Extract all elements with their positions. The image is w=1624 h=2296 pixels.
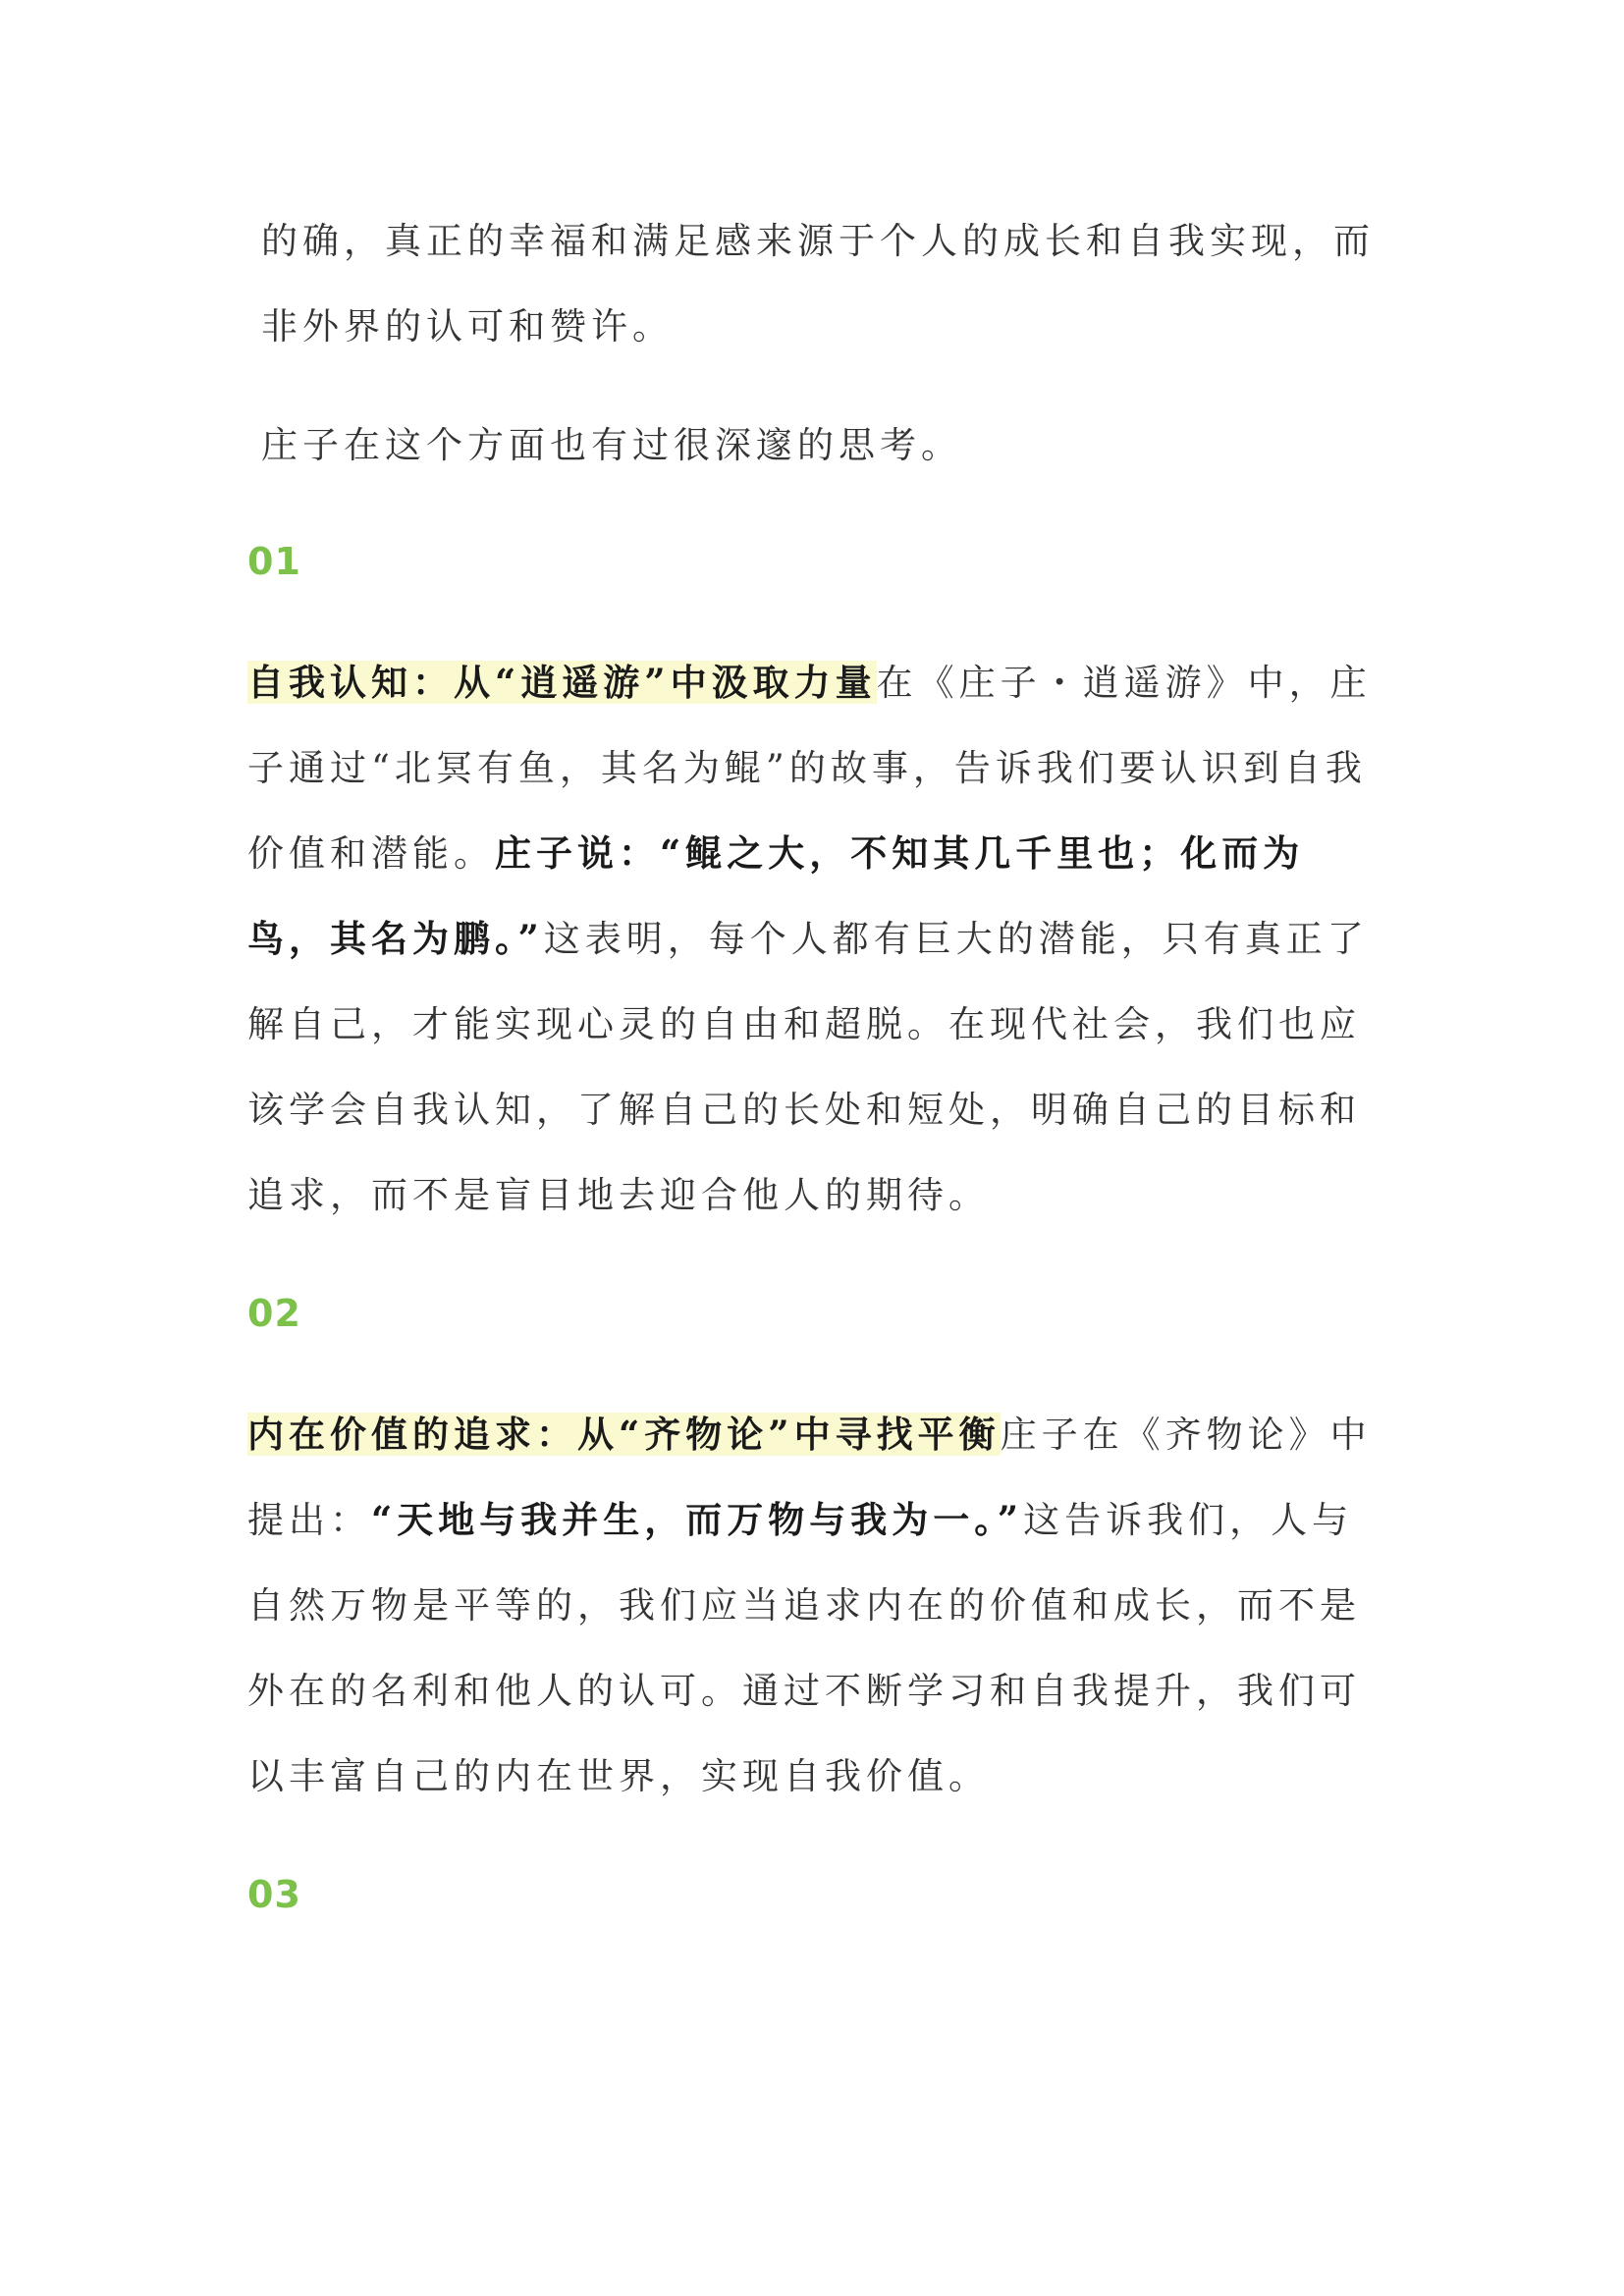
section-text: 在《庄子・逍遥游》中，庄子通过“北冥有鱼，其名为鲲”的故事，告诉我们要认识到自我价值和潜能。 [247,662,1372,875]
section-text: 这告诉我们，人与自然万物是平等的，我们应当追求内在的价值和成长，而不是外在的名利和他人的认可。通过不断学习和自我提升，我们可以丰富自己的内在世界，实现自我价值。 [247,1499,1361,1797]
intro-paragraph: 庄子在这个方面也有过很深邃的思考。 [261,424,962,466]
section-heading: 内在价值的追求：从“齐物论”中寻找平衡 [247,1413,1001,1456]
section-body [247,640,1386,1238]
section-heading: 自我认知：从“逍遥游”中汲取力量 [247,661,877,704]
section-body [247,1392,1386,1819]
section-quote: “天地与我并生，而万物与我为一。” [371,1498,1024,1541]
section-text: 庄子在《齐物论》中提出： [247,1414,1372,1541]
section-number: 03 [247,1873,301,1916]
intro-paragraph: 的确，真正的幸福和满足感来源于个人的成长和自我实现，而非外界的认可和赞许。 [261,220,1375,347]
section-text: 这表明，每个人都有巨大的潜能，只有真正了解自己，才能实现心灵的自由和超脱。在现代社会，我们也应该学会自我认知，了解自己的长处和短处，明确自己的目标和追求，而不是盲目地去迎合他人的期待。 [247,918,1369,1216]
section-number: 01 [247,540,301,583]
section-quote: 庄子说：“鲲之大，不知其几千里也；化而为鸟，其名为鹏。” [247,831,1305,960]
section-number: 02 [247,1292,301,1335]
